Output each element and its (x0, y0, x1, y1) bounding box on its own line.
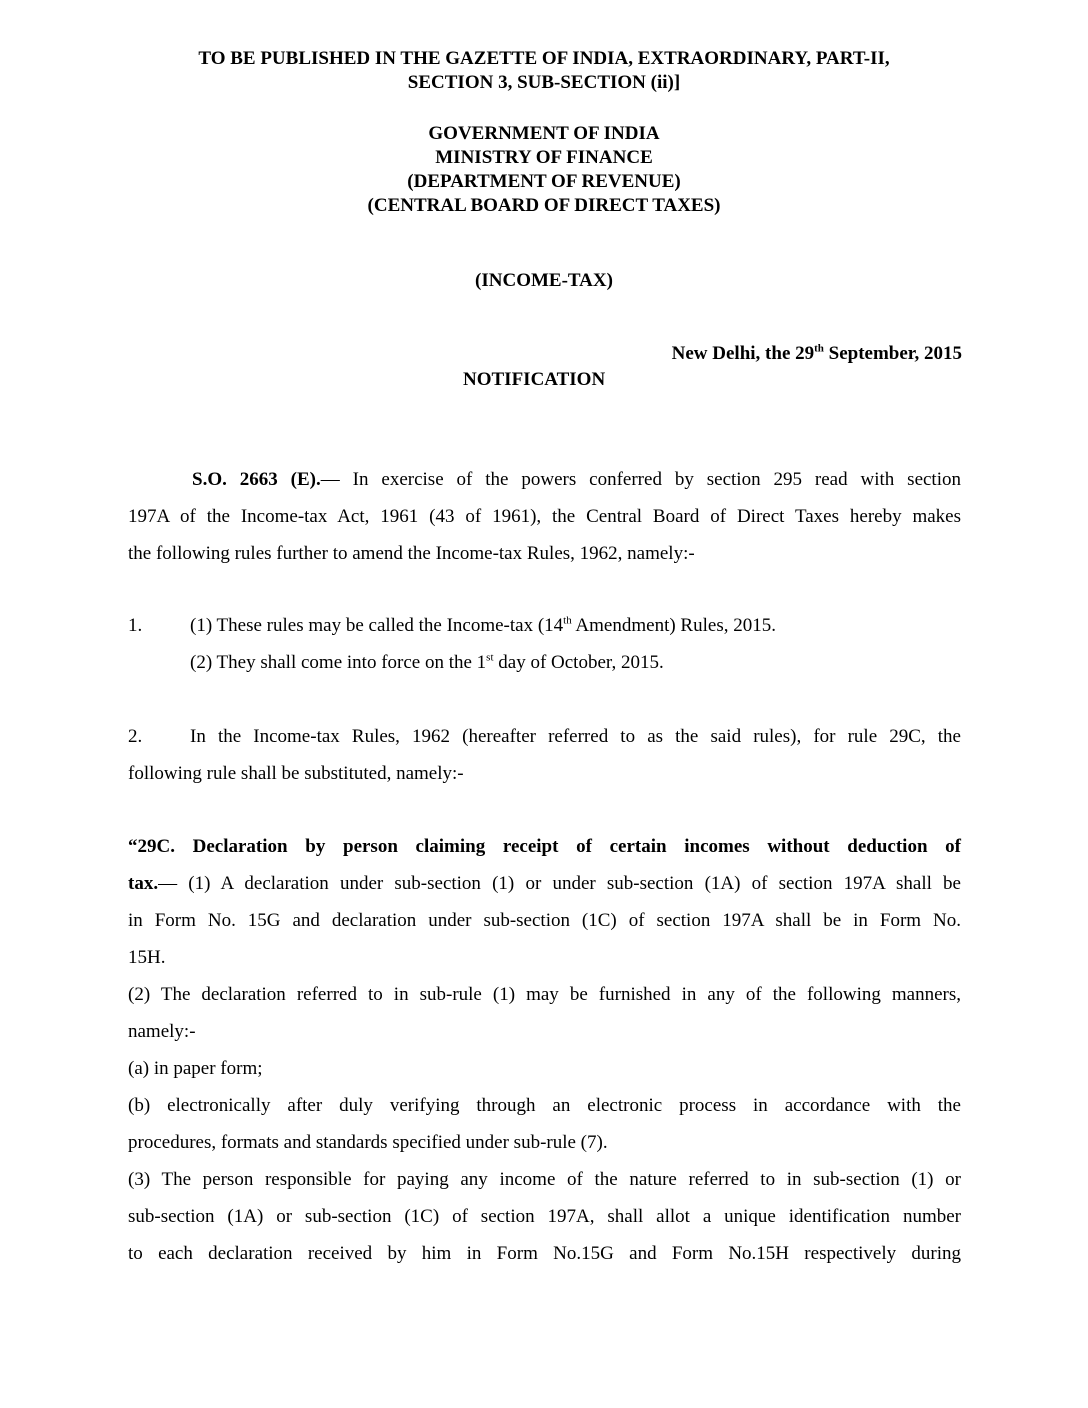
rule-29c-clause-b-line-1: (b) electronically after duly verifying through an electronic process in accordance with the (128, 1095, 961, 1116)
preamble-line-1 (128, 461, 961, 498)
preamble-paragraph (128, 461, 961, 572)
rule-29c-sub-2-line-1: (2) The declaration referred to in sub-rule (1) may be furnished in any of the following manners, (128, 984, 961, 1005)
department-title: (DEPARTMENT OF REVENUE) (407, 171, 681, 192)
notification-number: S.O. 2663 (E). (192, 469, 321, 490)
rule-29c-sub-1-line-1 (128, 865, 961, 902)
publication-line-2: SECTION 3, SUB-SECTION (ii)] (407, 72, 681, 93)
rule-29c-heading: “29C. Declaration by person claiming receipt of certain incomes without deduction of (128, 836, 961, 857)
rule-1 (128, 607, 961, 681)
ministry-title: MINISTRY OF FINANCE (435, 147, 653, 168)
notification-title: NOTIFICATION (463, 369, 606, 390)
rule-2-text-1: In the Income-tax Rules, 1962 (hereafter referred to as the said rules), for rule 29C, the (190, 726, 961, 747)
rule-1-sub-2 (128, 644, 961, 681)
issuing-authority (0, 122, 1088, 218)
rule-1-sub-2-sup: st (486, 651, 494, 664)
dateline-suffix: September, 2015 (823, 343, 962, 364)
rule-2-line-2: following rule shall be substituted, namely:- (128, 763, 464, 784)
rule-1-sub-2-prefix: (2) They shall come into force on the 1 (190, 652, 487, 673)
rule-1-sub-1-suffix: Amendment) Rules, 2015. (571, 615, 776, 636)
rule-2-line-1 (128, 718, 961, 755)
rule-29c-clause-b-line-2: procedures, formats and standards specified under sub-rule (7). (128, 1132, 608, 1153)
government-title: GOVERNMENT OF INDIA (428, 123, 660, 144)
rule-29c-heading-end: tax. (128, 873, 159, 894)
preamble-line-3: the following rules further to amend the Income-tax Rules, 1962, namely:- (128, 543, 695, 564)
publication-line-1: TO BE PUBLISHED IN THE GAZETTE OF INDIA, EXTRAORDINARY, PART-II, (198, 48, 890, 69)
board-title: (CENTRAL BOARD OF DIRECT TAXES) (367, 195, 721, 216)
rule-29c-sub-1-line-2: in Form No. 15G and declaration under sub-section (1C) of section 197A shall be in Form No. (128, 910, 961, 931)
subject-heading (0, 269, 1088, 293)
rule-1-sub-2-suffix: day of October, 2015. (493, 652, 664, 673)
dateline-superscript: th (814, 342, 824, 355)
preamble-text-1: — In exercise of the powers conferred by section 295 read with section (320, 469, 961, 490)
preamble-line-2: 197A of the Income-tax Act, 1961 (43 of 1961), the Central Board of Direct Taxes hereby makes (128, 506, 961, 527)
rule-2 (128, 718, 961, 792)
rule-29c-sub-1-text: — (1) A declaration under sub-section (1) or under sub-section (1A) of section 197A shall be (158, 873, 961, 894)
rule-29c (128, 828, 961, 1272)
rule-29c-sub-3-line-1: (3) The person responsible for paying any income of the nature referred to in sub-section (1) or (128, 1169, 961, 1190)
rule-29c-sub-2-line-2: namely:- (128, 1021, 196, 1042)
rule-1-sub-1 (128, 607, 961, 644)
rule-2-number: 2. (128, 726, 143, 747)
rule-29c-sub-3-line-2: sub-section (1A) or sub-section (1C) of section 197A, shall allot a unique identification number (128, 1206, 961, 1227)
rule-1-sub-1-sup: th (563, 614, 572, 627)
subject-title: (INCOME-TAX) (475, 270, 613, 291)
rule-29c-sub-3-line-3: to each declaration received by him in Form No.15G and Form No.15H respectively during (128, 1243, 961, 1264)
dateline (672, 342, 962, 366)
rule-1-number: 1. (128, 615, 143, 636)
rule-29c-clause-a: (a) in paper form; (128, 1058, 263, 1079)
rule-1-sub-1-prefix: (1) These rules may be called the Income-tax (14 (190, 615, 564, 636)
rule-29c-sub-1-line-3: 15H. (128, 947, 166, 968)
publication-heading (0, 47, 1088, 95)
dateline-prefix: New Delhi, the 29 (671, 343, 815, 364)
